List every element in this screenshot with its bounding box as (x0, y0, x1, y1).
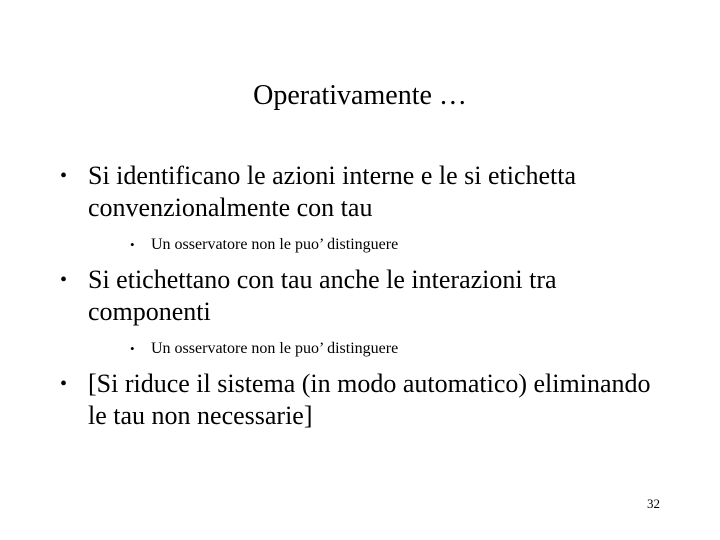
sub-bullet-marker: • (130, 341, 135, 356)
slide-title: Operativamente … (253, 80, 467, 111)
sub-bullet-item-1 (130, 235, 650, 255)
sub-bullet-text: Un osservatore non le puo’ distinguere (151, 236, 399, 253)
bullet-marker: • (60, 373, 68, 395)
bullet-text: Si identificano le azioni interne e le si etichetta convenzionalmente con tau (88, 161, 577, 222)
bullet-item-2 (60, 264, 660, 328)
bullet-text: Si etichettano con tau anche le interazioni tra componenti (88, 265, 557, 326)
sub-bullet-item-2 (130, 339, 650, 359)
bullet-text: [Si riduce il sistema (in modo automatico) eliminando le tau non necessarie] (88, 369, 651, 430)
bullet-item-1 (60, 160, 660, 224)
sub-bullet-text: Un osservatore non le puo’ distinguere (151, 340, 399, 357)
page-number: 32 (647, 496, 660, 511)
bullet-item-3 (60, 368, 660, 432)
bullet-marker: • (60, 165, 68, 187)
sub-bullet-marker: • (130, 237, 135, 252)
bullet-marker: • (60, 269, 68, 291)
